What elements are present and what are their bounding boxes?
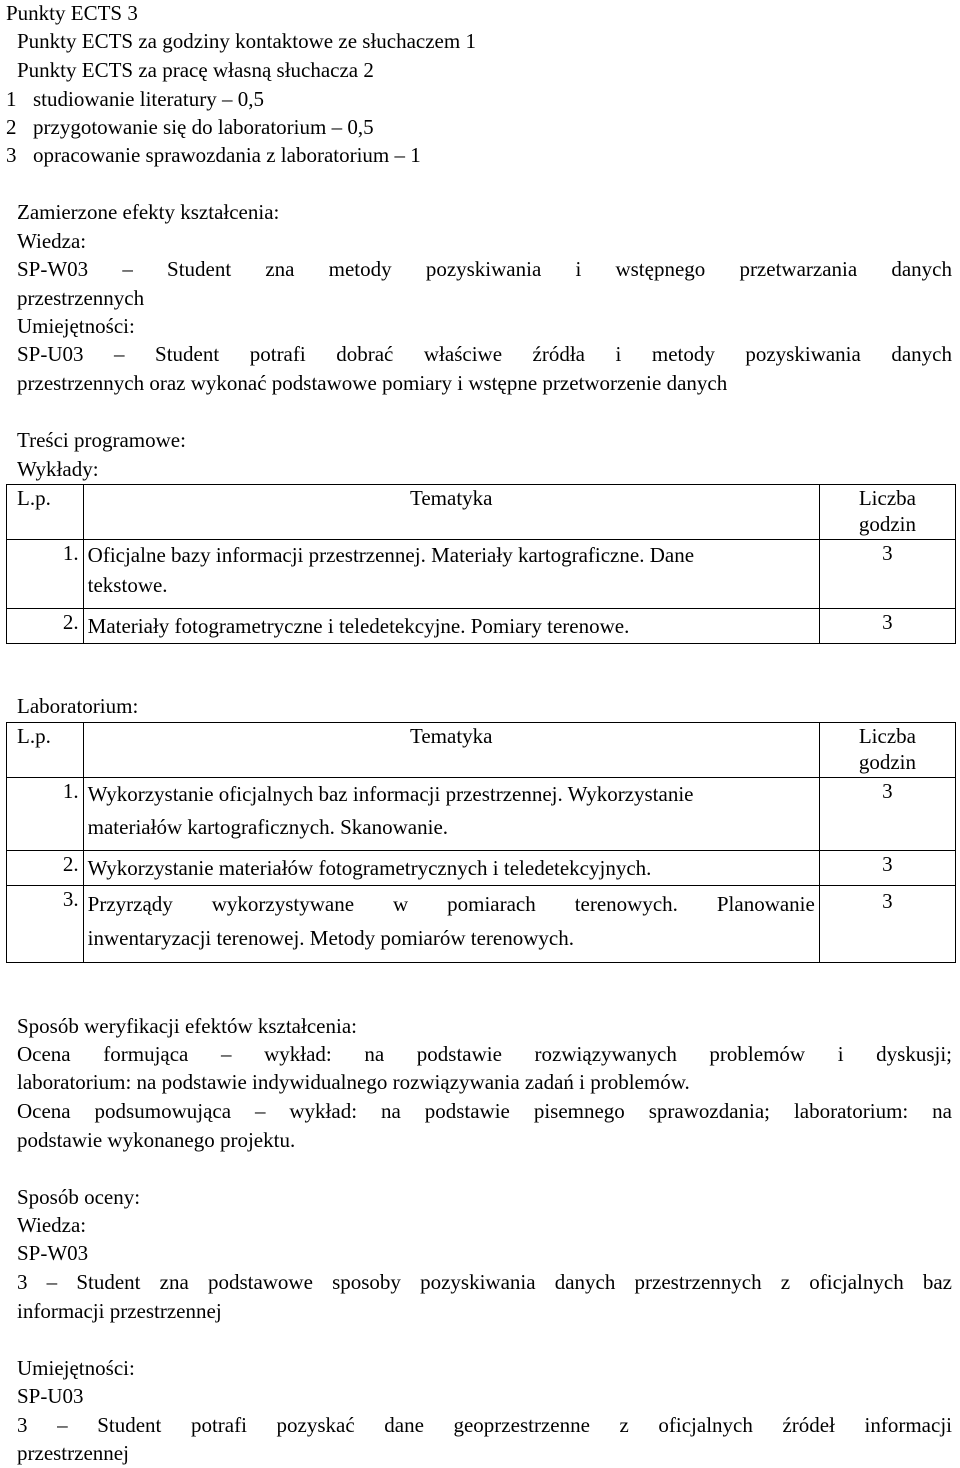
row-topic-line: Wykorzystanie oficjalnych baz informacji przestrzennej. Wykorzystanie bbox=[87, 782, 694, 806]
outcomes-skills-label: Umiejętności: bbox=[17, 314, 135, 338]
outcomes-skills-text: SP-U03 – Student potrafi dobrać właściwe źródła i metody pozyskiwania danych bbox=[17, 342, 952, 366]
verification-summative-cont: podstawie wykonanego projektu. bbox=[17, 1128, 296, 1152]
row-topic-line: Oficjalne bazy informacji przestrzennej. Materiały kartograficzne. Dane bbox=[87, 543, 695, 567]
ects-item-text: studiowanie literatury – 0,5 bbox=[33, 87, 264, 111]
table-row bbox=[7, 778, 956, 851]
lab-label: Laboratorium: bbox=[17, 694, 139, 718]
ects-item-text: opracowanie sprawozdania z laboratorium – 1 bbox=[33, 143, 421, 167]
grading-skills-text: 3 – Student potrafi pozyskać dane geoprzestrzenne z oficjalnych źródeł informacji bbox=[17, 1413, 952, 1437]
row-topic-line: Materiały fotogrametryczne i teledetekcyjne. Pomiary terenowe. bbox=[87, 614, 630, 638]
outcomes-skills-text-cont: przestrzennych oraz wykonać podstawowe pomiary i wstępne przetworzenie danych bbox=[17, 371, 728, 395]
grading-skills-label: Umiejętności: bbox=[17, 1356, 135, 1380]
table-row bbox=[7, 886, 956, 963]
row-topic-line: Wykorzystanie materiałów fotogrametrycznych i teledetekcyjnych. bbox=[87, 856, 652, 880]
outcomes-knowledge-text: SP-W03 – Student zna metody pozyskiwania i wstępnego przetwarzania danych bbox=[17, 257, 952, 281]
col-hours-header-line1: Liczba bbox=[858, 486, 916, 510]
row-lp: 3. bbox=[7, 886, 84, 963]
outcomes-heading: Zamierzone efekty kształcenia: bbox=[17, 200, 280, 224]
verification-heading: Sposób weryfikacji efektów kształcenia: bbox=[17, 1014, 357, 1038]
row-topic bbox=[83, 609, 819, 644]
row-topic bbox=[83, 886, 819, 963]
lectures-table bbox=[6, 484, 956, 644]
outcomes-knowledge-label: Wiedza: bbox=[17, 229, 87, 253]
table-header-row bbox=[7, 485, 956, 540]
row-hours: 3 bbox=[819, 851, 955, 886]
col-hours-header bbox=[819, 485, 955, 540]
row-hours: 3 bbox=[819, 540, 955, 609]
grading-skills-text-cont: przestrzennej bbox=[17, 1441, 129, 1465]
table-row bbox=[7, 851, 956, 886]
col-hours-header-line2: godzin bbox=[858, 750, 916, 774]
row-hours: 3 bbox=[819, 778, 955, 851]
row-lp: 2. bbox=[7, 609, 84, 644]
row-topic bbox=[83, 778, 819, 851]
grading-knowledge-text-cont: informacji przestrzennej bbox=[17, 1299, 222, 1323]
ects-item bbox=[6, 86, 264, 112]
table-row bbox=[7, 540, 956, 609]
table-header-row bbox=[7, 723, 956, 778]
verification-formative: Ocena formująca – wykład: na podstawie rozwiązywanych problemów i dyskusji; bbox=[17, 1042, 952, 1066]
row-topic bbox=[83, 851, 819, 886]
grading-skills-code: SP-U03 bbox=[17, 1384, 84, 1408]
row-topic-line: materiałów kartograficznych. Skanowanie. bbox=[87, 815, 449, 839]
row-hours: 3 bbox=[819, 886, 955, 963]
content-heading: Treści programowe: bbox=[17, 428, 186, 452]
col-hours-header bbox=[819, 723, 955, 778]
col-hours-header-line1: Liczba bbox=[858, 724, 916, 748]
ects-contact: Punkty ECTS za godziny kontaktowe ze słuchaczem 1 bbox=[17, 29, 476, 53]
col-topic-header: Tematyka bbox=[83, 485, 819, 540]
ects-total: Punkty ECTS 3 bbox=[6, 1, 138, 25]
row-lp: 1. bbox=[7, 540, 84, 609]
verification-summative: Ocena podsumowująca – wykład: na podstawie pisemnego sprawozdania; laboratorium: na bbox=[17, 1099, 952, 1123]
ects-item-text: przygotowanie się do laboratorium – 0,5 bbox=[33, 115, 374, 139]
col-hours-header-line2: godzin bbox=[858, 512, 916, 536]
lectures-label: Wykłady: bbox=[17, 457, 99, 481]
row-lp: 2. bbox=[7, 851, 84, 886]
grading-heading: Sposób oceny: bbox=[17, 1185, 141, 1209]
ects-item-num: 1 bbox=[6, 87, 17, 111]
lab-table bbox=[6, 722, 956, 963]
row-topic-line: Przyrządy wykorzystywane w pomiarach terenowych. Planowanie bbox=[87, 892, 815, 916]
grading-knowledge-label: Wiedza: bbox=[17, 1213, 87, 1237]
ects-item-num: 2 bbox=[6, 115, 17, 139]
row-topic bbox=[83, 540, 819, 609]
ects-item bbox=[6, 114, 374, 140]
row-topic-line: tekstowe. bbox=[87, 573, 168, 597]
row-lp: 1. bbox=[7, 778, 84, 851]
grading-knowledge-code: SP-W03 bbox=[17, 1241, 89, 1265]
outcomes-knowledge-text-cont: przestrzennych bbox=[17, 286, 145, 310]
verification-formative-cont: laboratorium: na podstawie indywidualnego rozwiązywania zadań i problemów. bbox=[17, 1070, 690, 1094]
col-topic-header: Tematyka bbox=[83, 723, 819, 778]
ects-item bbox=[6, 142, 421, 168]
col-lp-header: L.p. bbox=[7, 723, 84, 778]
table-row bbox=[7, 609, 956, 644]
grading-knowledge-text: 3 – Student zna podstawowe sposoby pozyskiwania danych przestrzennych z oficjalnych baz bbox=[17, 1270, 952, 1294]
ects-item-num: 3 bbox=[6, 143, 17, 167]
ects-self: Punkty ECTS za pracę własną słuchacza 2 bbox=[17, 58, 374, 82]
row-topic-line: inwentaryzacji terenowej. Metody pomiarów terenowych. bbox=[87, 926, 574, 950]
row-hours: 3 bbox=[819, 609, 955, 644]
col-lp-header: L.p. bbox=[7, 485, 84, 540]
